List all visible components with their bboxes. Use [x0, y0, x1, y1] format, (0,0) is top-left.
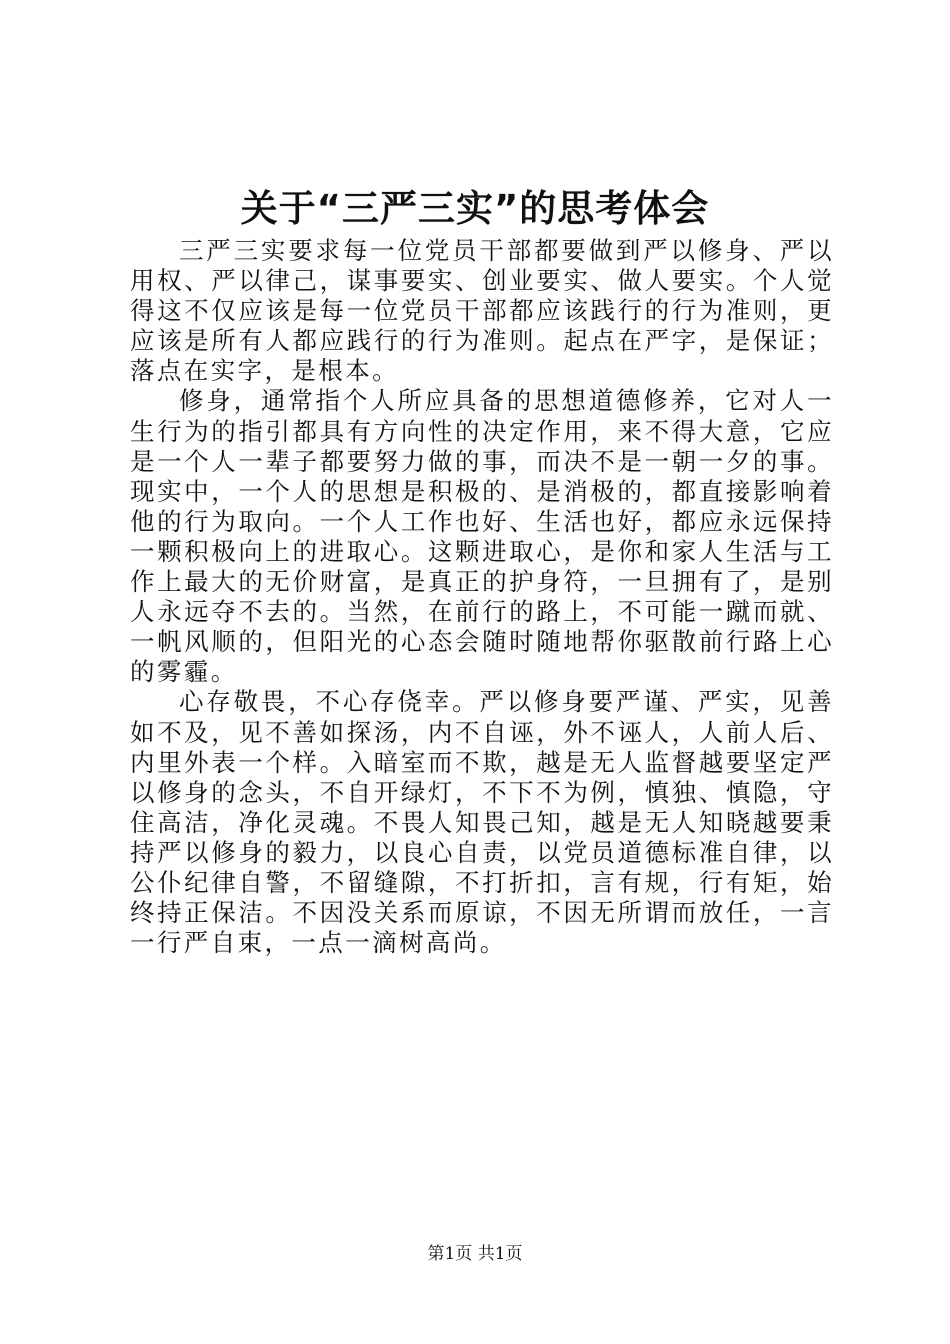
- document-title: 关于“三严三实”的思考体会: [240, 187, 710, 230]
- paragraph-2: 修身，通常指个人所应具备的思想道德修养，它对人一生行为的指引都具有方向性的决定作用，来不得大意，它应是一个人一辈子都要努力做的事，而决不是一朝一夕的事。现实中，一个人的思想是积极的、是消极的，都直接影响着他的行为取向。一个人工作也好、生活也好，都应永远保持一颗积极向上的进取心。这颗进取心，是你和家人生活与工作上最大的无价财富，是真正的护身符，一旦拥有了，是别人永远夺不去的。当然，在前行的路上，不可能一蹴而就、一帆风顺的，但阳光的心态会随时随地帮你驱散前行路上心的雾霾。: [130, 386, 834, 687]
- paragraph-1: 三严三实要求每一位党员干部都要做到严以修身、严以用权、严以律己，谋事要实、创业要实、做人要实。个人觉得这不仅应该是每一位党员干部都应该践行的行为准则，更应该是所有人都应践行的行为准则。起点在严字，是保证；落点在实字，是根本。: [130, 236, 834, 386]
- document-body: [130, 236, 834, 958]
- page-number-footer: 第1页 共1页: [427, 1244, 523, 1264]
- paragraph-3: 心存敬畏，不心存侥幸。严以修身要严谨、严实，见善如不及，见不善如探汤，内不自诬，外不诬人，人前人后、内里外表一个样。入暗室而不欺，越是无人监督越要坚定严以修身的念头，不自开绿灯，不下不为例，慎独、慎隐，守住高洁，净化灵魂。不畏人知畏己知，越是无人知晓越要秉持严以修身的毅力，以良心自责，以党员道德标准自律，以公仆纪律自警，不留缝隙，不打折扣，言有规，行有矩，始终持正保洁。不因没关系而原谅，不因无所谓而放任，一言一行严自束，一点一滴树高尚。: [130, 687, 834, 958]
